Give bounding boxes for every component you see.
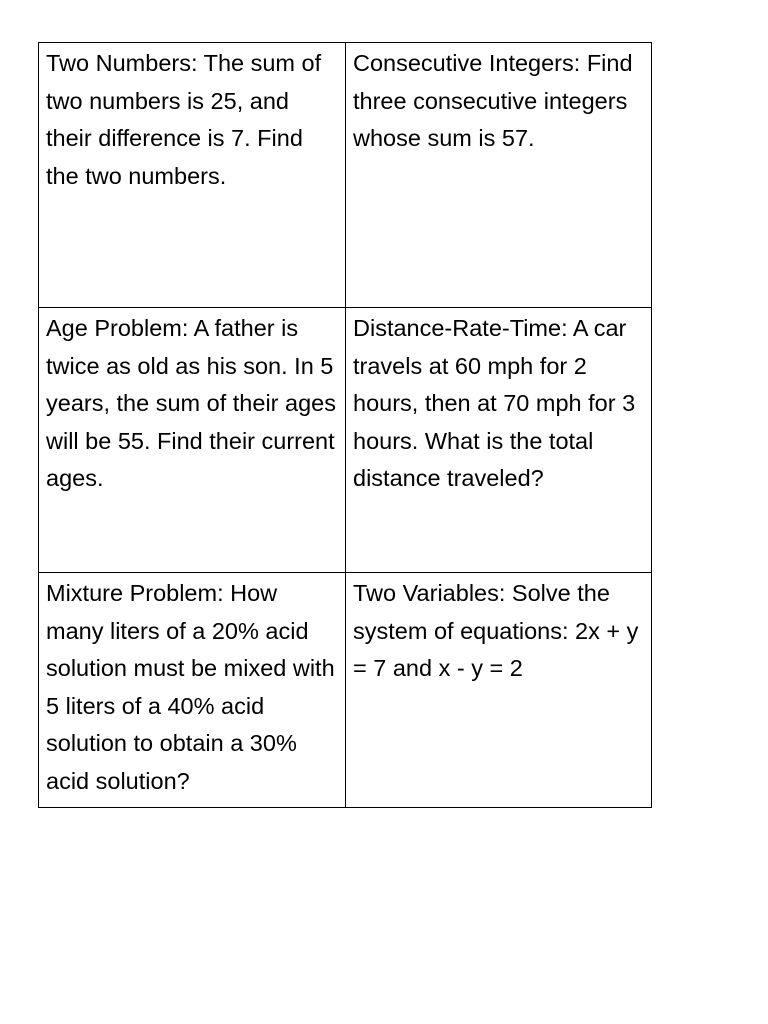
problem-cell-age-problem: Age Problem: A father is twice as old as his son. In 5 years, the sum of their ages will be 55. Find their current ages.: [39, 308, 346, 573]
table-row: [39, 573, 652, 808]
problem-cell-distance-rate-time: Distance-Rate-Time: A car travels at 60 mph for 2 hours, then at 70 mph for 3 hours. What is the total distance traveled?: [346, 308, 652, 573]
problem-cell-consecutive-integers: Consecutive Integers: Find three consecutive integers whose sum is 57.: [346, 43, 652, 308]
problem-cell-two-variables: Two Variables: Solve the system of equations: 2x + y = 7 and x - y = 2: [346, 573, 652, 808]
problem-cell-mixture-problem: Mixture Problem: How many liters of a 20% acid solution must be mixed with 5 liters of a 40% acid solution to obtain a 30% acid solution?: [39, 573, 346, 808]
problem-cell-two-numbers: Two Numbers: The sum of two numbers is 25, and their difference is 7. Find the two numbers.: [39, 43, 346, 308]
problem-table: [38, 42, 652, 808]
table-row: [39, 308, 652, 573]
table-row: [39, 43, 652, 308]
